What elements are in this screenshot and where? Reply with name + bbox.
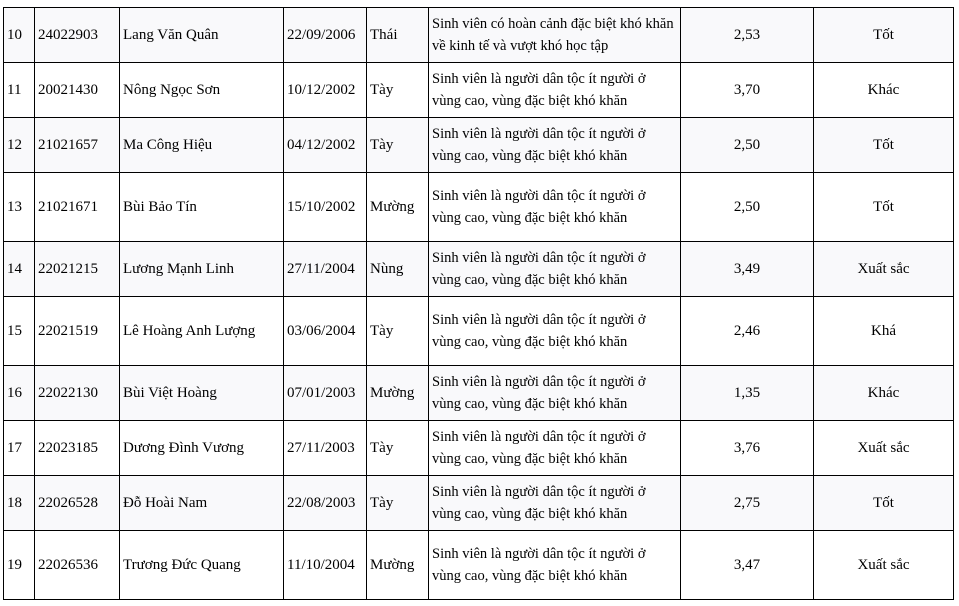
cell-date-of-birth: 27/11/2003 [284, 421, 367, 476]
cell-conduct-rank: Khác [814, 63, 954, 118]
cell-gpa: 2,53 [681, 8, 814, 63]
cell-index: 13 [4, 173, 35, 242]
cell-gpa: 2,50 [681, 118, 814, 173]
cell-index: 15 [4, 297, 35, 366]
cell-date-of-birth: 10/12/2002 [284, 63, 367, 118]
cell-date-of-birth: 22/08/2003 [284, 476, 367, 531]
cell-category: Sinh viên là người dân tộc ít người ở vùng cao, vùng đặc biệt khó khăn [429, 531, 681, 600]
table-row [4, 63, 954, 118]
cell-category: Sinh viên là người dân tộc ít người ở vùng cao, vùng đặc biệt khó khăn [429, 118, 681, 173]
cell-category: Sinh viên là người dân tộc ít người ở vùng cao, vùng đặc biệt khó khăn [429, 421, 681, 476]
cell-gpa: 2,75 [681, 476, 814, 531]
cell-conduct-rank: Xuất sắc [814, 242, 954, 297]
cell-ethnicity: Tày [367, 476, 429, 531]
cell-student-id: 22021519 [35, 297, 120, 366]
cell-date-of-birth: 22/09/2006 [284, 8, 367, 63]
cell-category: Sinh viên là người dân tộc ít người ở vùng cao, vùng đặc biệt khó khăn [429, 366, 681, 421]
cell-student-name: Bùi Việt Hoàng [120, 366, 284, 421]
cell-student-name: Bùi Bảo Tín [120, 173, 284, 242]
cell-student-id: 21021657 [35, 118, 120, 173]
cell-category: Sinh viên là người dân tộc ít người ở vùng cao, vùng đặc biệt khó khăn [429, 63, 681, 118]
table-row [4, 531, 954, 600]
cell-student-id: 22022130 [35, 366, 120, 421]
cell-gpa: 3,47 [681, 531, 814, 600]
cell-date-of-birth: 07/01/2003 [284, 366, 367, 421]
cell-index: 16 [4, 366, 35, 421]
cell-student-id: 20021430 [35, 63, 120, 118]
cell-gpa: 3,70 [681, 63, 814, 118]
cell-index: 12 [4, 118, 35, 173]
cell-student-name: Lương Mạnh Linh [120, 242, 284, 297]
cell-student-id: 24022903 [35, 8, 120, 63]
cell-gpa: 2,50 [681, 173, 814, 242]
cell-ethnicity: Tày [367, 118, 429, 173]
cell-gpa: 2,46 [681, 297, 814, 366]
cell-date-of-birth: 27/11/2004 [284, 242, 367, 297]
cell-category: Sinh viên là người dân tộc ít người ở vùng cao, vùng đặc biệt khó khăn [429, 242, 681, 297]
cell-ethnicity: Nùng [367, 242, 429, 297]
cell-ethnicity: Mường [367, 173, 429, 242]
table-row [4, 297, 954, 366]
cell-category: Sinh viên là người dân tộc ít người ở vùng cao, vùng đặc biệt khó khăn [429, 297, 681, 366]
cell-student-name: Lê Hoàng Anh Lượng [120, 297, 284, 366]
cell-conduct-rank: Xuất sắc [814, 531, 954, 600]
cell-category: Sinh viên có hoàn cảnh đặc biệt khó khăn về kinh tế và vượt khó học tập [429, 8, 681, 63]
cell-conduct-rank: Tốt [814, 476, 954, 531]
cell-student-id: 21021671 [35, 173, 120, 242]
cell-gpa: 1,35 [681, 366, 814, 421]
table-body [4, 8, 954, 600]
cell-student-id: 22026528 [35, 476, 120, 531]
cell-index: 10 [4, 8, 35, 63]
cell-ethnicity: Tày [367, 63, 429, 118]
cell-date-of-birth: 11/10/2004 [284, 531, 367, 600]
cell-ethnicity: Tày [367, 421, 429, 476]
cell-student-name: Nông Ngọc Sơn [120, 63, 284, 118]
cell-student-name: Trương Đức Quang [120, 531, 284, 600]
cell-conduct-rank: Tốt [814, 118, 954, 173]
cell-conduct-rank: Khác [814, 366, 954, 421]
table-row [4, 173, 954, 242]
cell-date-of-birth: 04/12/2002 [284, 118, 367, 173]
cell-conduct-rank: Khá [814, 297, 954, 366]
table-row [4, 8, 954, 63]
cell-index: 18 [4, 476, 35, 531]
cell-gpa: 3,76 [681, 421, 814, 476]
cell-student-name: Ma Công Hiệu [120, 118, 284, 173]
cell-category: Sinh viên là người dân tộc ít người ở vùng cao, vùng đặc biệt khó khăn [429, 173, 681, 242]
cell-category: Sinh viên là người dân tộc ít người ở vùng cao, vùng đặc biệt khó khăn [429, 476, 681, 531]
cell-gpa: 3,49 [681, 242, 814, 297]
table-row [4, 366, 954, 421]
table-row [4, 421, 954, 476]
cell-index: 14 [4, 242, 35, 297]
cell-date-of-birth: 03/06/2004 [284, 297, 367, 366]
cell-ethnicity: Mường [367, 531, 429, 600]
table-row [4, 118, 954, 173]
table-row [4, 242, 954, 297]
cell-ethnicity: Mường [367, 366, 429, 421]
cell-student-name: Đỗ Hoài Nam [120, 476, 284, 531]
cell-student-name: Dương Đình Vương [120, 421, 284, 476]
cell-conduct-rank: Tốt [814, 173, 954, 242]
cell-ethnicity: Tày [367, 297, 429, 366]
cell-index: 17 [4, 421, 35, 476]
cell-student-id: 22026536 [35, 531, 120, 600]
cell-date-of-birth: 15/10/2002 [284, 173, 367, 242]
cell-index: 11 [4, 63, 35, 118]
cell-student-name: Lang Văn Quân [120, 8, 284, 63]
cell-index: 19 [4, 531, 35, 600]
student-table [3, 7, 954, 600]
cell-conduct-rank: Xuất sắc [814, 421, 954, 476]
cell-student-id: 22023185 [35, 421, 120, 476]
cell-ethnicity: Thái [367, 8, 429, 63]
cell-student-id: 22021215 [35, 242, 120, 297]
cell-conduct-rank: Tốt [814, 8, 954, 63]
table-row [4, 476, 954, 531]
